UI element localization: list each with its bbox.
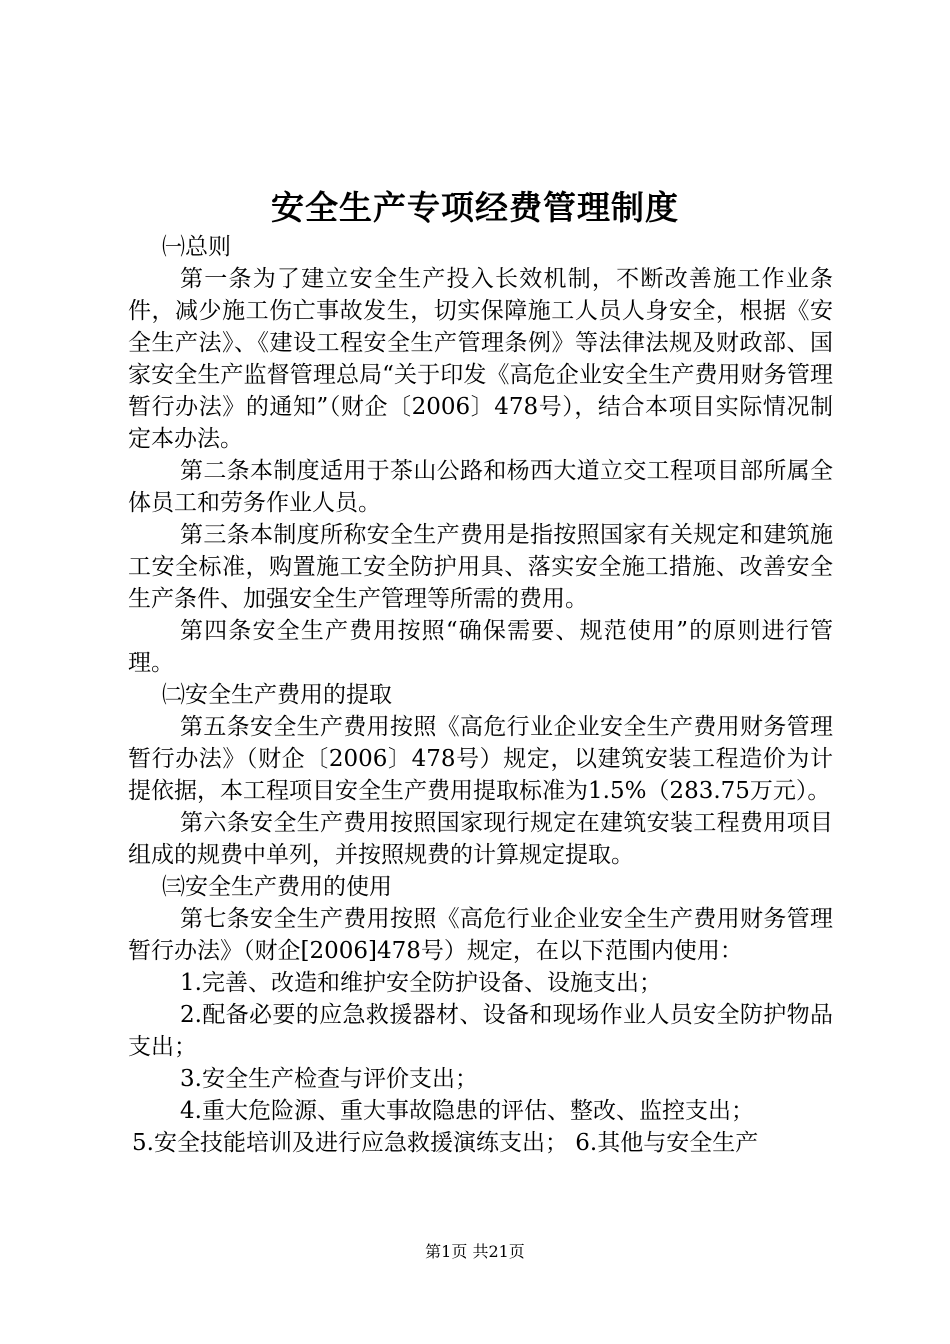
document-body bbox=[128, 231, 833, 1159]
article-paragraph-3: 第三条本制度所称安全生产费用是指按照国家有关规定和建筑施工安全标准，购置施工安全防护用具、落实安全施工措施、改善安全生产条件、加强安全生产管理等所需的费用。 bbox=[128, 522, 833, 612]
list-item-4: 4.重大危险源、重大事故隐患的评估、整改、监控支出； bbox=[180, 1098, 754, 1124]
article-paragraph-4: 第四条安全生产费用按照“确保需要、规范使用”的原则进行管理。 bbox=[128, 618, 833, 676]
article-paragraph-2: 第二条本制度适用于茶山公路和杨西大道立交工程项目部所属全体员工和劳务作业人员。 bbox=[128, 458, 833, 516]
section-heading-general: ㈠总则 bbox=[162, 234, 231, 260]
article-paragraph-6: 第六条安全生产费用按照国家现行规定在建筑安装工程费用项目组成的规费中单列，并按照规费的计算规定提取。 bbox=[128, 810, 833, 868]
article-paragraph-1: 第一条为了建立安全生产投入长效机制，不断改善施工作业条件，减少施工伤亡事故发生，切实保障施工人员人身安全，根据《安全生产法》、《建设工程安全生产管理条例》等法律法规及财政部、国家安全生产监督管理总局“关于印发《高危企业安全生产费用财务管理暂行办法》的通知”（财企〔2006〕478号），结合本项目实际情况制定本办法。 bbox=[128, 266, 833, 452]
section-heading-usage: ㈢安全生产费用的使用 bbox=[162, 874, 392, 900]
list-item-3: 3.安全生产检查与评价支出； bbox=[180, 1066, 478, 1092]
page-footer: 第1页 共21页 bbox=[425, 1242, 525, 1261]
article-paragraph-7: 第七条安全生产费用按照《高危行业企业安全生产费用财务管理暂行办法》（财企[2006]478号）规定，在以下范围内使用： bbox=[128, 906, 833, 964]
document-title: 安全生产专项经费管理制度 bbox=[271, 188, 679, 227]
list-item-2: 2.配备必要的应急救援器材、设备和现场作业人员安全防护物品支出； bbox=[128, 1002, 833, 1060]
article-paragraph-5: 第五条安全生产费用按照《高危行业企业安全生产费用财务管理暂行办法》（财企〔2006〕478号）规定，以建筑安装工程造价为计提依据，本工程项目安全生产费用提取标准为1.5%（283.75万元）。 bbox=[128, 714, 833, 804]
list-item-5-6: 5.安全技能培训及进行应急救援演练支出； 6.其他与安全生产 bbox=[132, 1130, 759, 1156]
list-item-1: 1.完善、改造和维护安全防护设备、设施支出； bbox=[180, 970, 662, 996]
section-heading-extraction: ㈡安全生产费用的提取 bbox=[162, 682, 392, 708]
